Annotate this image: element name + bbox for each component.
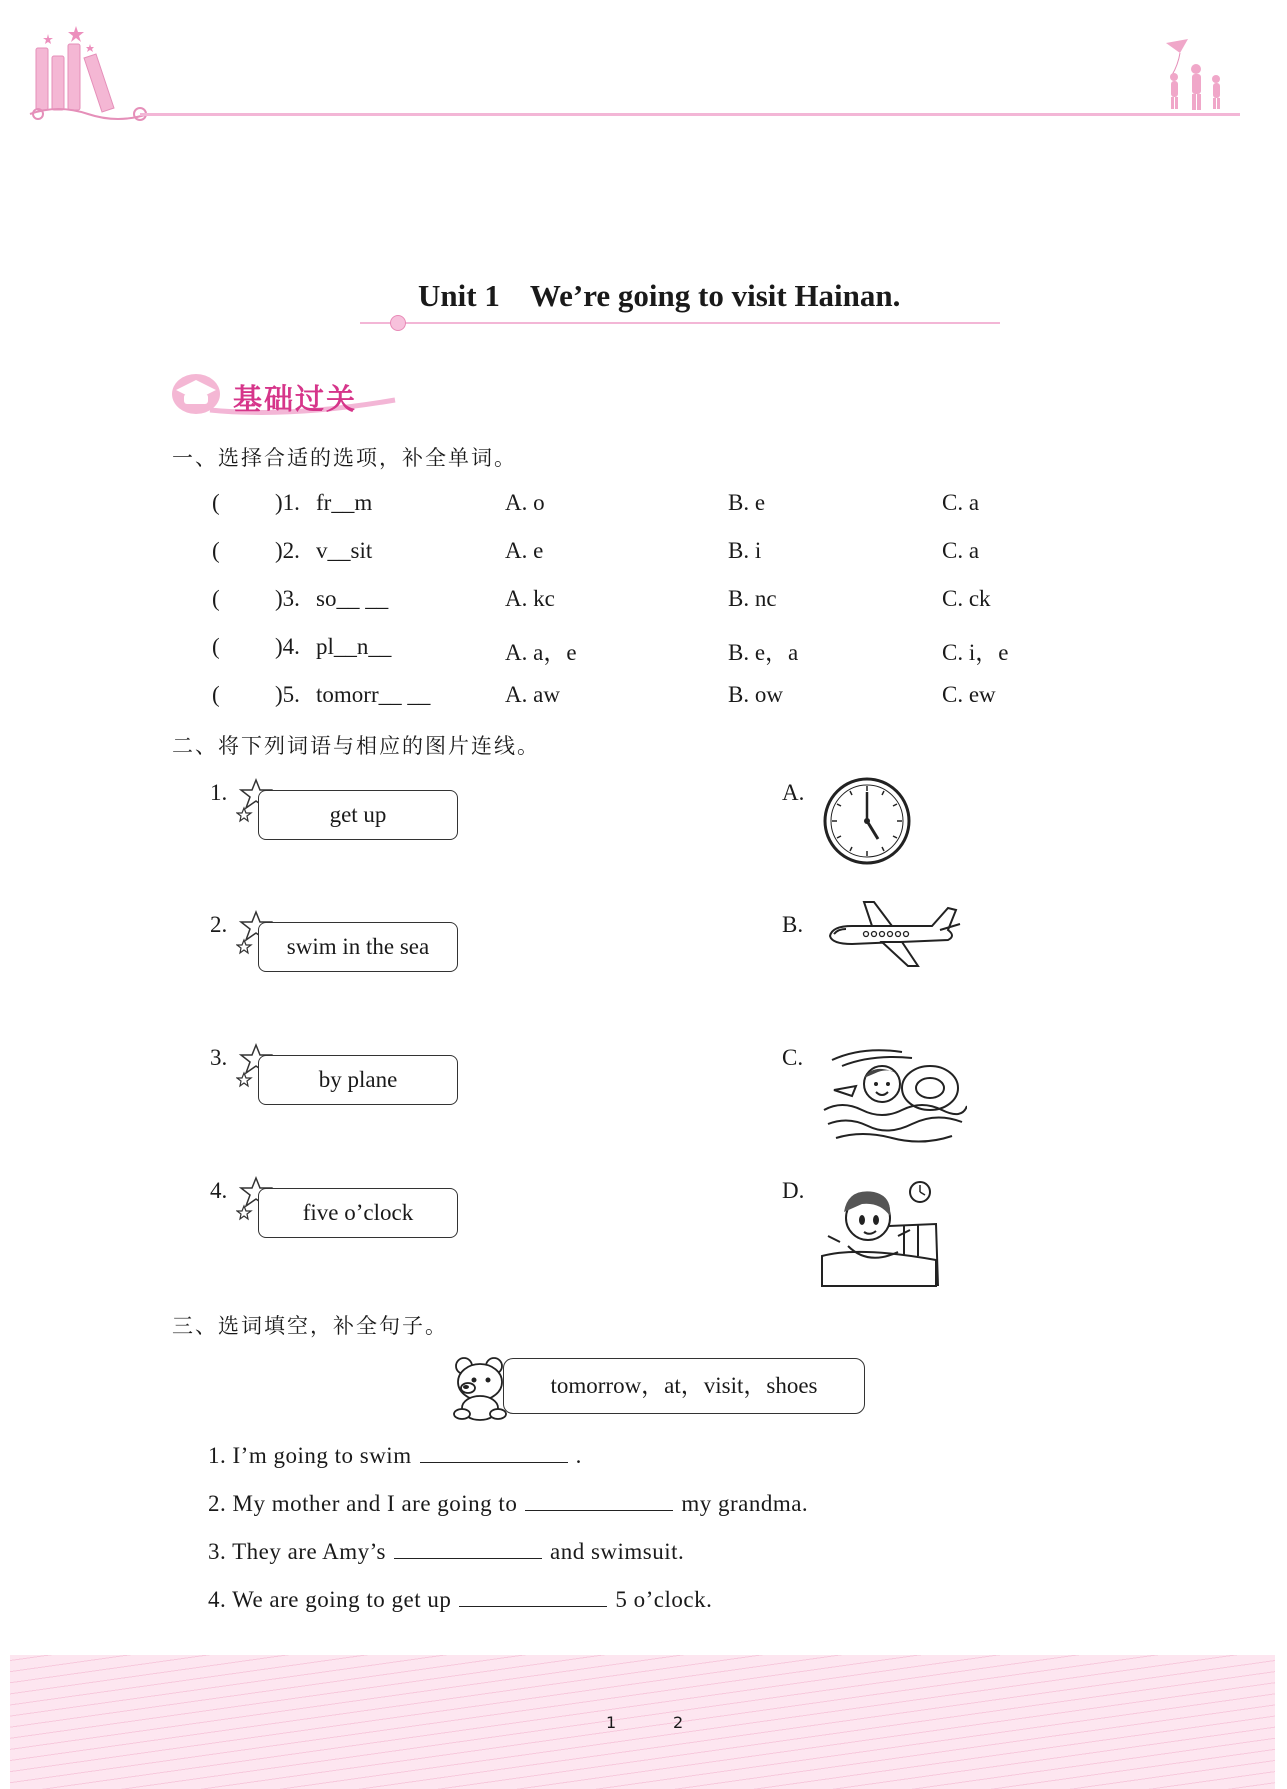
option-c[interactable]: C. a [942,538,980,563]
answer-blank[interactable] [459,1586,607,1607]
word-number: 2. [210,912,228,937]
sentence-text: . [575,1443,582,1468]
airplane-icon[interactable] [822,898,962,970]
question-word: tomorr__ __ [316,682,431,707]
part3-heading: 三、选词填空，补全句子。 [172,1314,448,1338]
picture-label: D. [782,1178,805,1203]
section-banner-title: 基础过关 [233,382,358,416]
option-b[interactable]: B. nc [728,586,777,611]
sentence-text: 1. I’m going to swim [208,1443,412,1468]
question-number: )4. [275,634,300,659]
question-word: so__ __ [316,586,389,611]
picture-label: C. [782,1045,804,1070]
option-a[interactable]: A. e [505,538,544,563]
header-rule [140,113,1240,116]
question-row [0,586,1287,616]
answer-blank[interactable] [420,1442,568,1463]
sentence-text: 5 o’clock. [615,1587,713,1612]
answer-paren-open[interactable]: ( [212,634,220,659]
question-row [0,490,1287,520]
answer-paren-open[interactable]: ( [212,490,220,515]
question-row [0,538,1287,568]
children-kite-icon [1158,35,1238,115]
question-number: )1. [275,490,300,515]
sentence-text: 3. They are Amy’s [208,1539,386,1564]
option-a[interactable]: A. a，e [505,640,577,665]
option-b[interactable]: B. ow [728,682,783,707]
word-bank: tomorrow，at，visit，shoes [503,1358,865,1414]
page-title [418,278,900,314]
word-number: 4. [210,1178,228,1203]
option-a[interactable]: A. o [505,490,545,515]
unit-name: We’re going to visit Hainan. [529,278,901,313]
title-underline [360,322,1000,324]
clock-icon[interactable] [822,776,912,866]
footer-band [10,1655,1275,1789]
book-logo-icon [28,18,153,133]
sentence-2 [208,1490,808,1517]
answer-paren-open[interactable]: ( [212,682,220,707]
answer-blank[interactable] [394,1538,542,1559]
option-a[interactable]: A. kc [505,586,555,611]
question-number: )3. [275,586,300,611]
question-word: fr__m [316,490,373,515]
answer-blank[interactable] [525,1490,673,1511]
option-b[interactable]: B. e [728,490,766,515]
picture-label: A. [782,780,805,805]
part2-heading: 二、将下列词语与相应的图片连线。 [172,734,540,758]
option-b[interactable]: B. i [728,538,762,563]
word-card[interactable]: get up [258,790,458,840]
answer-paren-open[interactable]: ( [212,538,220,563]
option-c[interactable]: C. ck [942,586,991,611]
option-c[interactable]: C. ew [942,682,996,707]
question-number: )2. [275,538,300,563]
sentence-4 [208,1586,712,1613]
title-dot-icon [390,315,406,331]
word-number: 3. [210,1045,228,1070]
page-number-right: 2 [673,1713,684,1732]
unit-number: Unit 1 [418,278,500,313]
question-row [0,682,1287,712]
answer-paren-open[interactable]: ( [212,586,220,611]
sentence-1 [208,1442,582,1469]
option-b[interactable]: B. e，a [728,640,799,665]
word-card[interactable]: swim in the sea [258,922,458,972]
swimming-boy-icon[interactable] [822,1040,967,1145]
sentence-text: 2. My mother and I are going to [208,1491,518,1516]
option-a[interactable]: A. aw [505,682,560,707]
sentence-3 [208,1538,684,1565]
word-card[interactable]: five o’clock [258,1188,458,1238]
question-number: )5. [275,682,300,707]
option-c[interactable]: C. i，e [942,640,1009,665]
question-word: v__sit [316,538,373,563]
part1-heading: 一、选择合适的选项，补全单词。 [172,446,517,470]
boy-waking-up-icon[interactable] [818,1176,943,1288]
sentence-text: and swimsuit. [550,1539,685,1564]
picture-label: B. [782,912,804,937]
question-row [0,634,1287,664]
page-number-left: 1 [606,1713,617,1732]
option-c[interactable]: C. a [942,490,980,515]
word-card[interactable]: by plane [258,1055,458,1105]
question-word: pl__n__ [316,634,392,659]
sentence-text: 4. We are going to get up [208,1587,452,1612]
word-number: 1. [210,780,228,805]
sentence-text: my grandma. [681,1491,809,1516]
